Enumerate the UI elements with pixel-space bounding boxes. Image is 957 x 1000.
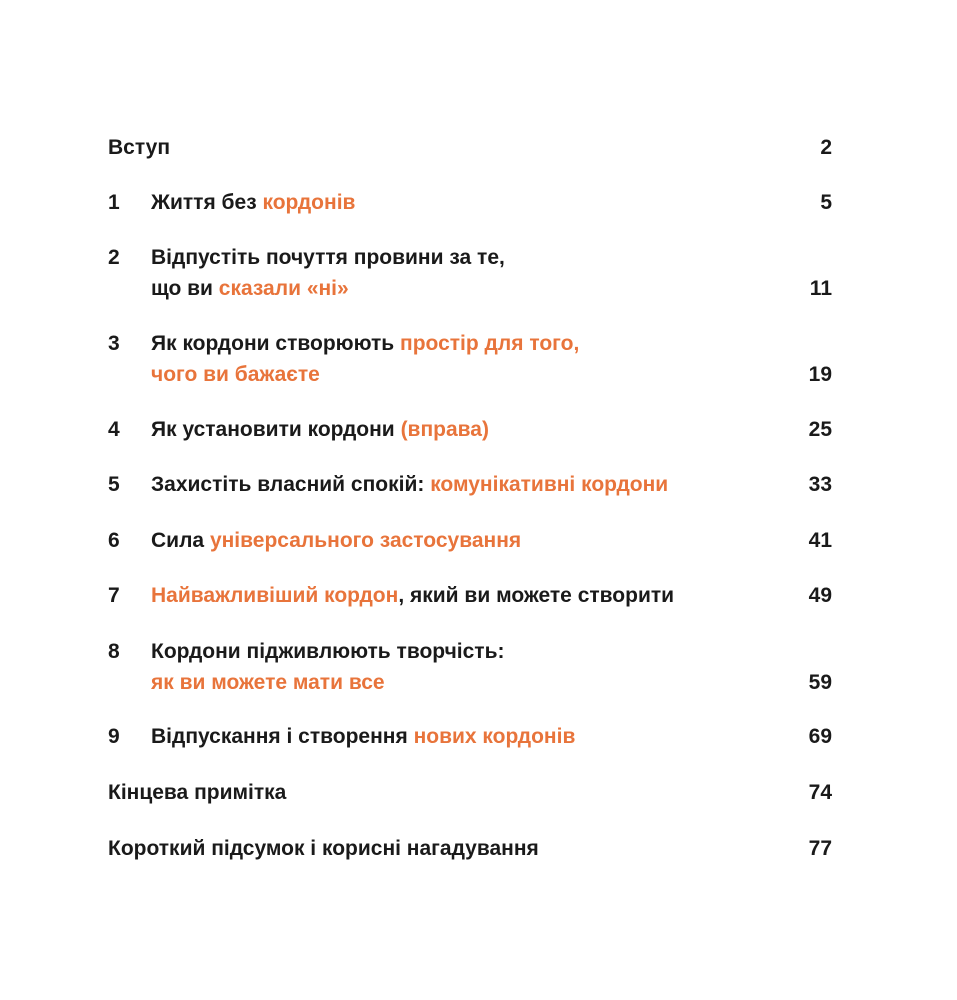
- toc-entry-page: 41: [808, 529, 832, 552]
- toc-entry-title: [151, 328, 579, 390]
- toc-entry-chapter-4[interactable]: [108, 414, 832, 445]
- toc-entry-page: 74: [808, 781, 832, 804]
- title-highlight: Найважливіший кордон: [151, 584, 399, 607]
- toc-entry-title: Вступ: [108, 136, 171, 159]
- toc-entry-chapter-6[interactable]: [108, 525, 832, 556]
- toc-entry-page: 49: [808, 584, 832, 607]
- toc-entry-title: [151, 414, 489, 445]
- title-text: що ви: [151, 277, 219, 300]
- toc-entry-page: 2: [820, 136, 832, 159]
- toc-entry-title: [151, 636, 504, 698]
- toc-entry-chapter-3[interactable]: [108, 328, 832, 390]
- toc-entry-title: Короткий підсумок і корисні нагадування: [108, 837, 539, 860]
- chapter-number: 5: [108, 473, 120, 496]
- title-text: Відпустіть почуття провини за те,: [151, 246, 505, 269]
- title-highlight: чого ви бажаєте: [151, 363, 320, 386]
- title-text: , який ви можете створити: [398, 584, 675, 607]
- toc-entry-summary[interactable]: [108, 833, 832, 864]
- toc-entry-title: [151, 242, 505, 304]
- toc-entry-chapter-8[interactable]: [108, 636, 832, 698]
- title-text: Як установити кордони: [151, 418, 401, 441]
- toc-entry-title: [151, 721, 575, 752]
- toc-entry-title: [151, 580, 674, 611]
- chapter-number: 7: [108, 584, 120, 607]
- chapter-number: 8: [108, 640, 120, 663]
- toc-entry-title: [151, 469, 668, 500]
- title-text: Захистіть власний спокій:: [151, 473, 431, 496]
- toc-entry-chapter-1[interactable]: [108, 187, 832, 218]
- title-highlight: як ви можете мати все: [151, 671, 385, 694]
- title-highlight: (вправа): [400, 418, 489, 441]
- chapter-number: 9: [108, 725, 120, 748]
- title-text: Відпускання і створення: [151, 725, 414, 748]
- title-highlight: нових кордонів: [413, 725, 576, 748]
- title-highlight: простір для того,: [400, 332, 580, 355]
- title-highlight: кордонів: [262, 191, 356, 214]
- toc-entry-page: 33: [808, 473, 832, 496]
- toc-entry-title: Кінцева примітка: [108, 781, 287, 804]
- toc-entry-chapter-2[interactable]: [108, 242, 832, 304]
- toc-entry-chapter-9[interactable]: [108, 721, 832, 752]
- toc-entry-page: 11: [809, 277, 832, 300]
- title-text: Життя без: [151, 191, 263, 214]
- chapter-number: 4: [108, 418, 120, 441]
- title-highlight: комунікативні кордони: [430, 473, 669, 496]
- chapter-number: 2: [108, 246, 120, 269]
- title-highlight: універсального застосування: [209, 529, 522, 552]
- chapter-number: 6: [108, 529, 120, 552]
- toc-entry-title: [151, 187, 355, 218]
- chapter-number: 1: [108, 191, 120, 214]
- title-text: Кордони підживлюють творчість:: [151, 640, 505, 663]
- toc-entry-page: 19: [808, 363, 832, 386]
- toc-entry-endnote[interactable]: [108, 777, 832, 808]
- toc-entry-page: 69: [808, 725, 832, 748]
- title-text: Як кордони створюють: [151, 332, 401, 355]
- toc-entry-page: 5: [820, 191, 832, 214]
- toc-entry-chapter-5[interactable]: [108, 469, 832, 500]
- title-text: Сила: [151, 529, 210, 552]
- chapter-number: 3: [108, 332, 120, 355]
- toc-entry-chapter-7[interactable]: [108, 580, 832, 611]
- title-highlight: сказали «ні»: [218, 277, 349, 300]
- toc-entry-title: [151, 525, 521, 556]
- toc-entry-page: 25: [808, 418, 832, 441]
- toc-entry-intro[interactable]: [108, 132, 832, 163]
- toc-entry-page: 77: [808, 837, 832, 860]
- toc-entry-page: 59: [808, 671, 832, 694]
